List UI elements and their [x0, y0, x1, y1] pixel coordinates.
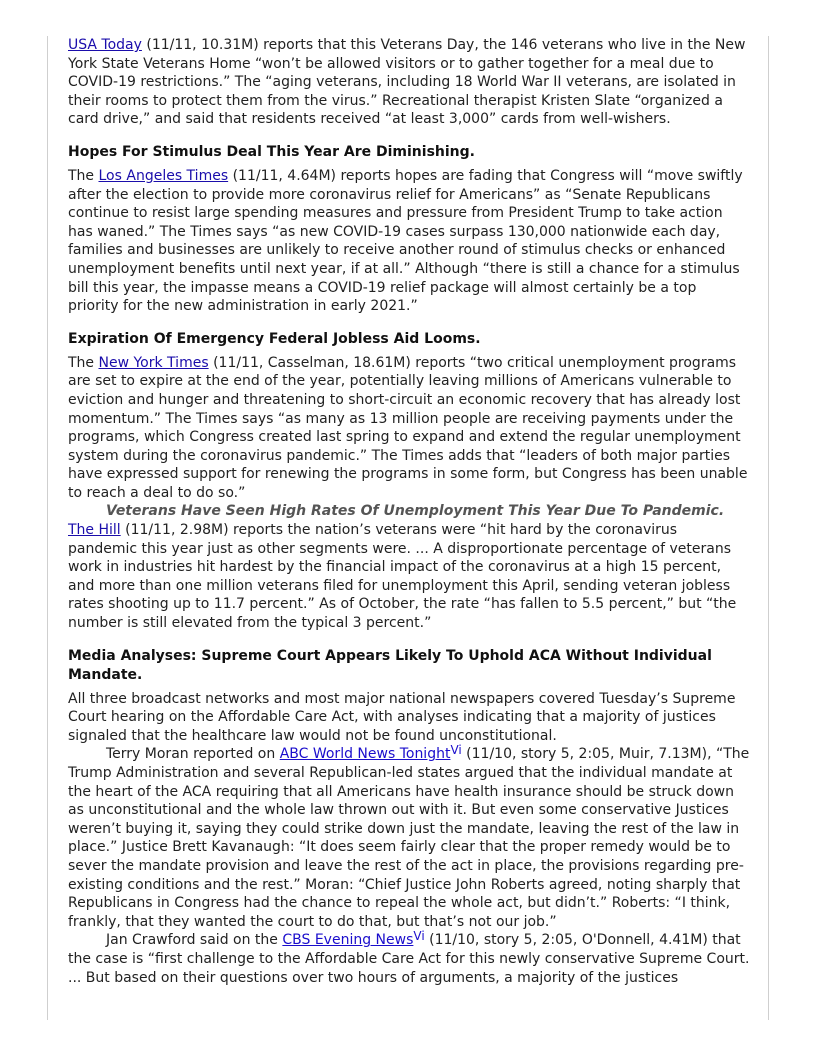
paragraph-text: (11/10, story 5, 2:05, Muir, 7.13M), “The Trump Administration and several Republican-led states argued that the individual mandate at the heart of the ACA requiring that all Americans have health insurance should be struck down as unconstitutional and the whole law thrown out with it. But even some conservative Justices weren’t buying it, saying they could strike down just the mandate, leaving the rest of the law in place.” Justice Brett Kavanaugh: “It does seem fairly clear that the proper remedy would be to sever the mandate provision and leave the rest of the act in place, the provisions regarding pre-existing conditions and the rest.” Moran: “Chief Justice John Roberts agreed, noting sharply that Republicans in Congress had the chance to repeal the whole act, but didn’t.” Roberts: “I think, frankly, that they wanted the court to do that, but that’s not our job.”: [68, 746, 750, 930]
paragraph-abc: [68, 745, 750, 931]
new-york-times-link[interactable]: New York Times: [98, 354, 209, 371]
paragraph-prefix: The: [68, 167, 99, 184]
paragraph-usa-today: [68, 36, 750, 129]
subheadline-veterans-unemployment: Veterans Have Seen High Rates Of Unemployment This Year Due To Pandemic.: [106, 503, 725, 520]
paragraph-text: (11/11, 10.31M) reports that this Veterans Day, the 146 veterans who live in the New York State Veterans Home “won’t be allowed visitors or to gather together for a meal due to COVID-19 restrictions.” The “aging veterans, including 18 World War II veterans, are isolated in their rooms to protect them from the virus.” Recreational therapist Kristen Slate “organized a card drive,” and said that residents received “at least 3,000” cards from well-wishers.: [68, 37, 746, 128]
paragraph-text: (11/11, 2.98M) reports the nation’s veterans were “hit hard by the coronavirus pandemic this year just as other segments were. ... A disproportionate percentage of veterans work in industries hit hardest by the financial impact of the coronavirus at a high 15 percent, and more than one million veterans filed for unemployment this April, sending veteran jobless rates shooting up to 11.7 percent.” As of October, the rate “has fallen to 5.5 percent,” but “the number is still elevated from the typical 3 percent.”: [68, 522, 737, 632]
paragraph-ny-times: [68, 354, 750, 503]
the-hill-link[interactable]: The Hill: [68, 522, 121, 539]
paragraph-text: (11/11, 4.64M) reports hopes are fading that Congress will “move swiftly after the election to provide more coronavirus relief for Americans” as “Senate Republicans continue to resist large spending measures and pressure from President Trump to take action has waned.” The Times says “as new COVID-19 cases surpass 130,000 nationwide each day, families and businesses are unlikely to receive another round of stimulus checks or enhanced unemployment benefits until next year, if at all.” Although “there is still a chance for a stimulus bill this year, the impasse means a COVID-19 relief package will almost certainly be a top priority for the new administration in early 2021.”: [68, 167, 743, 315]
paragraph-the-hill: [68, 521, 750, 633]
los-angeles-times-link[interactable]: Los Angeles Times: [98, 167, 229, 184]
usa-today-link[interactable]: USA Today: [68, 37, 142, 53]
headline-stimulus: Hopes For Stimulus Deal This Year Are Diminishing.: [68, 143, 475, 160]
paragraph-cbs: [68, 931, 750, 987]
paragraph-prefix: Jan Crawford said on the: [106, 932, 283, 949]
abc-world-news-tonight-link[interactable]: ABC World News Tonight: [279, 746, 451, 763]
document-body: [68, 36, 750, 987]
paragraph-prefix: Terry Moran reported on: [106, 746, 280, 763]
headline-jobless-aid: Expiration Of Emergency Federal Jobless Aid Looms.: [68, 330, 481, 347]
paragraph-text: (11/11, Casselman, 18.61M) reports “two critical unemployment programs are set to expire at the end of the year, potentially leaving millions of Americans vulnerable to eviction and hunger and threatening to short-circuit an economic recovery that has already lost momentum.” The Times says “as many as 13 million people are receiving payments under the programs, which Congress created last spring to expand and extend the regular unemployment system during the coronavirus pandemic.” The Times adds that “leaders of both major parties have expressed support for renewing the programs in some form, but Congress has been unable to reach a deal to do so.”: [68, 354, 748, 501]
paragraph-aca-summary: All three broadcast networks and most major national newspapers covered Tuesday’s Supreme Court hearing on the Affordable Care Act, with analyses indicating that a majority of justices signaled that the healthcare law would not be found unconstitutional.: [68, 690, 736, 744]
headline-supreme-court-aca: Media Analyses: Supreme Court Appears Likely To Uphold ACA Without Individual Mandate.: [68, 647, 712, 683]
paragraph-text: (11/10, story 5, 2:05, O'Donnell, 4.41M) that the case is “first challenge to the Affordable Care Act for this newly conservative Supreme Court. ... But based on their questions over two hours of arguments, a majority of the justices: [68, 932, 750, 986]
video-indicator[interactable]: Vi: [450, 743, 462, 758]
paragraph-prefix: The: [68, 354, 99, 371]
cbs-evening-news-link[interactable]: CBS Evening News: [282, 932, 414, 949]
paragraph-la-times: [68, 167, 750, 316]
video-indicator[interactable]: Vi: [413, 929, 425, 944]
